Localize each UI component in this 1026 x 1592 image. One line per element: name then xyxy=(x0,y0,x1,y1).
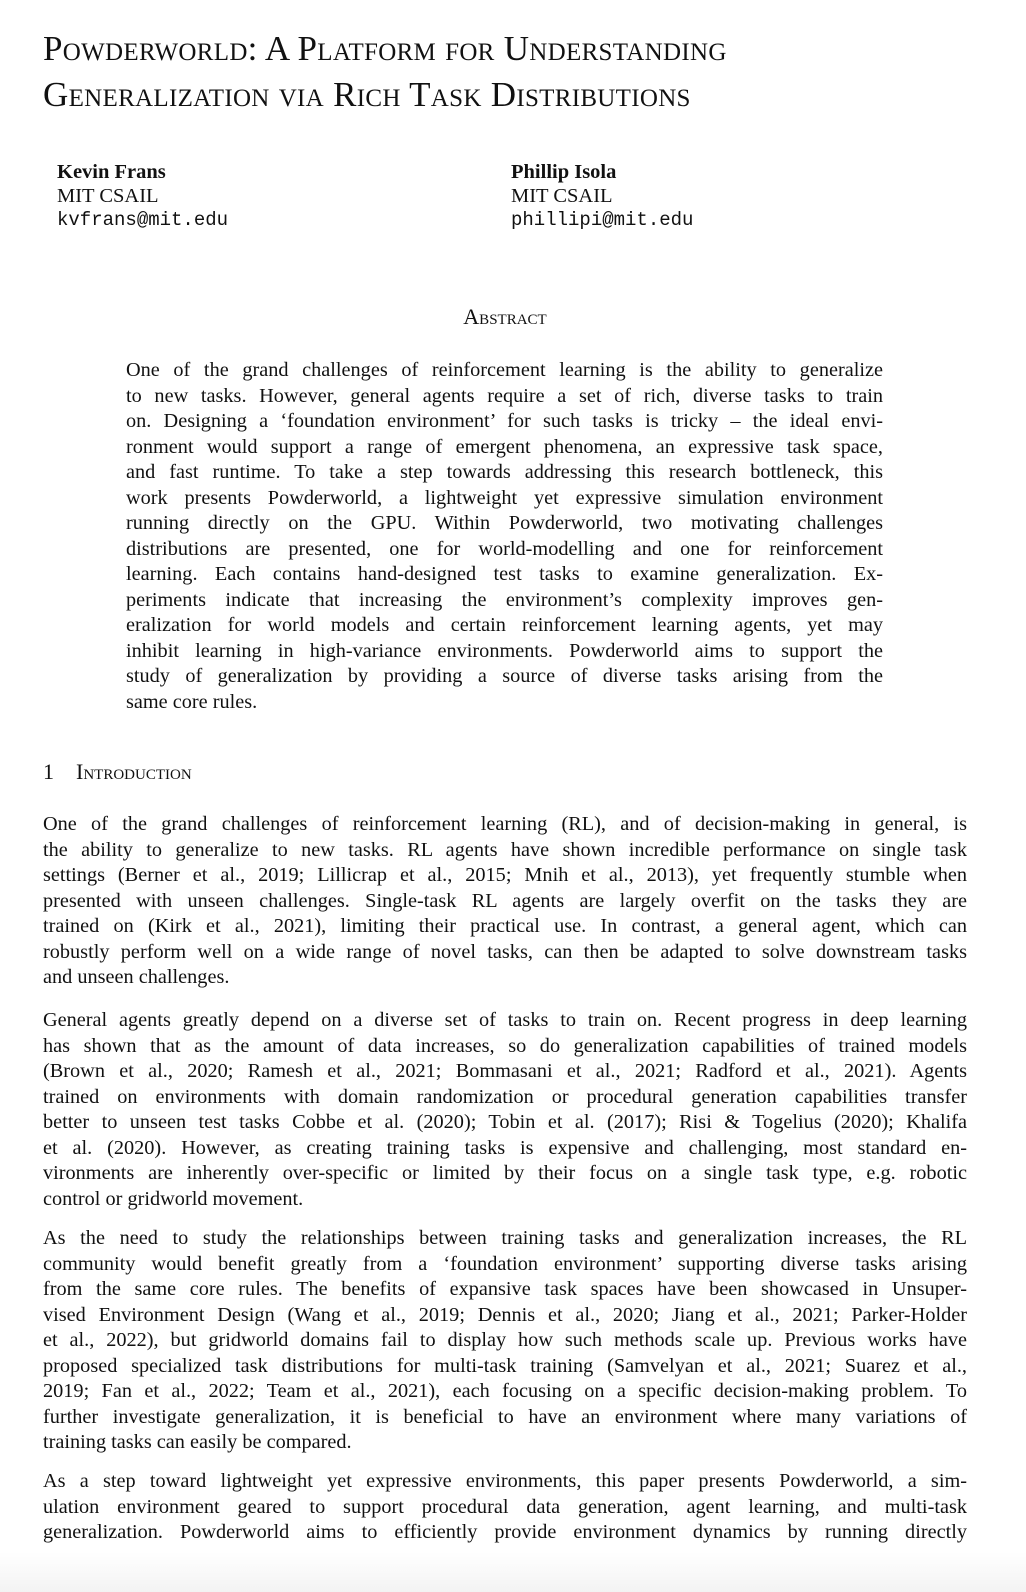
text-line: One of the grand challenges of reinforcement learning is the ability to generalize xyxy=(126,359,883,381)
author-affiliation: MIT CSAIL xyxy=(511,185,613,207)
author-email: kvfrans@mit.edu xyxy=(57,209,229,231)
text-line: running directly on the GPU. Within Powderworld, two motivating challenges xyxy=(126,512,883,534)
text-line: ulation environment geared to support procedural data generation, agent learning, and multi-task xyxy=(43,1495,967,1518)
paragraph xyxy=(43,1226,967,1456)
section-heading-introduction xyxy=(43,759,192,785)
text-line: learning. Each contains hand-designed test tasks to examine generalization. Ex- xyxy=(126,563,883,585)
title-line-1: Powderworld: A Platform for Understanding xyxy=(43,29,727,68)
paper-title xyxy=(43,26,727,118)
text-line: distributions are presented, one for world-modelling and one for reinforcement xyxy=(126,537,883,560)
text-line: further investigate generalization, it is beneficial to have an environment where many variations of xyxy=(43,1405,967,1428)
text-line: eralization for world models and certain reinforcement learning agents, yet may xyxy=(126,614,883,636)
text-line: on. Designing a ‘foundation environment’ for such tasks is tricky – the ideal envi- xyxy=(126,410,883,432)
text-line: inhibit learning in high-variance environments. Powderworld aims to support the xyxy=(126,639,883,662)
text-line: et al. (2020). However, as creating training tasks is expensive and challenging, most standard en- xyxy=(43,1136,967,1159)
text-line: As a step toward lightweight yet expressive environments, this paper presents Powderworld, a sim- xyxy=(43,1470,967,1492)
text-line: the ability to generalize to new tasks. RL agents have shown incredible performance on single task xyxy=(43,838,967,861)
author-name: Phillip Isola xyxy=(511,161,617,183)
text-line: As the need to study the relationships between training tasks and generalization increases, the RL xyxy=(43,1227,967,1249)
author-block xyxy=(511,160,693,232)
text-line: community would benefit greatly from a ‘foundation environment’ supporting diverse tasks arising xyxy=(43,1252,967,1275)
text-line: has shown that as the amount of data increases, so do generalization capabilities of trained models xyxy=(43,1034,967,1057)
paragraph xyxy=(43,1008,967,1212)
text-line: (Brown et al., 2020; Ramesh et al., 2021; Bommasani et al., 2021; Radford et al., 2021). Agents xyxy=(43,1060,967,1082)
author-name: Kevin Frans xyxy=(57,161,166,183)
text-line: vised Environment Design (Wang et al., 2019; Dennis et al., 2020; Jiang et al., 2021; Parker-Holder xyxy=(43,1303,967,1326)
text-line: trained on environments with domain randomization or procedural generation capabilities transfer xyxy=(43,1085,967,1108)
text-line: robustly perform well on a wide range of novel tasks, can then be adapted to solve downstream tasks xyxy=(43,940,967,963)
text-line: study of generalization by providing a source of diverse tasks arising from the xyxy=(126,665,883,687)
text-line: One of the grand challenges of reinforcement learning (RL), and of decision-making in general, is xyxy=(43,813,967,835)
text-line: better to unseen test tasks Cobbe et al. (2020); Tobin et al. (2017); Risi & Togelius (2020); Khalifa xyxy=(43,1111,967,1133)
text-line: ronment would support a range of emergent phenomena, an expressive task space, xyxy=(126,435,883,458)
text-line: et al., 2022), but gridworld domains fail to display how such methods scale up. Previous works have xyxy=(43,1329,967,1351)
text-line: to new tasks. However, general agents require a set of rich, diverse tasks to train xyxy=(126,384,883,407)
text-line: 2019; Fan et al., 2022; Team et al., 2021), each focusing on a specific decision-making problem. To xyxy=(43,1380,967,1402)
text-line: from the same core rules. The benefits of expansive task spaces have been showcased in Unsuper- xyxy=(43,1278,967,1300)
page-bottom-fade xyxy=(0,1552,1026,1592)
author-affiliation: MIT CSAIL xyxy=(57,185,159,207)
text-line: settings (Berner et al., 2019; Lillicrap et al., 2015; Mnih et al., 2013), yet frequently stumble when xyxy=(43,864,967,886)
author-block xyxy=(57,160,228,232)
text-line: presented with unseen challenges. Single-task RL agents are largely overfit on the tasks they are xyxy=(43,889,967,912)
text-line: training tasks can easily be compared. xyxy=(43,1431,352,1453)
text-line: work presents Powderworld, a lightweight yet expressive simulation environment xyxy=(126,486,883,509)
section-title: Introduction xyxy=(76,759,192,784)
text-line: proposed specialized task distributions for multi-task training (Samvelyan et al., 2021; Suarez et al., xyxy=(43,1354,967,1377)
title-line-2: Generalization via Rich Task Distributions xyxy=(43,75,691,114)
text-line: control or gridworld movement. xyxy=(43,1187,304,1210)
text-line: generalization. Powderworld aims to efficiently provide environment dynamics by running directly xyxy=(43,1521,967,1543)
author-email: phillipi@mit.edu xyxy=(511,209,694,231)
abstract-body xyxy=(126,358,883,715)
text-line: periments indicate that increasing the environment’s complexity improves gen- xyxy=(126,588,883,611)
text-line: and unseen challenges. xyxy=(43,966,230,988)
text-line: and fast runtime. To take a step towards addressing this research bottleneck, this xyxy=(126,461,883,483)
text-line: vironments are inherently over-specific or limited by their focus on a single task type, e.g. robotic xyxy=(43,1162,967,1184)
text-line: same core rules. xyxy=(126,690,258,713)
text-line: trained on (Kirk et al., 2021), limiting their practical use. In contrast, a general agent, which can xyxy=(43,915,967,937)
paragraph xyxy=(43,1469,967,1546)
section-number: 1 xyxy=(43,759,54,784)
text-line: General agents greatly depend on a diverse set of tasks to train on. Recent progress in deep learning xyxy=(43,1009,967,1031)
paragraph xyxy=(43,812,967,991)
abstract-heading: Abstract xyxy=(463,304,547,329)
